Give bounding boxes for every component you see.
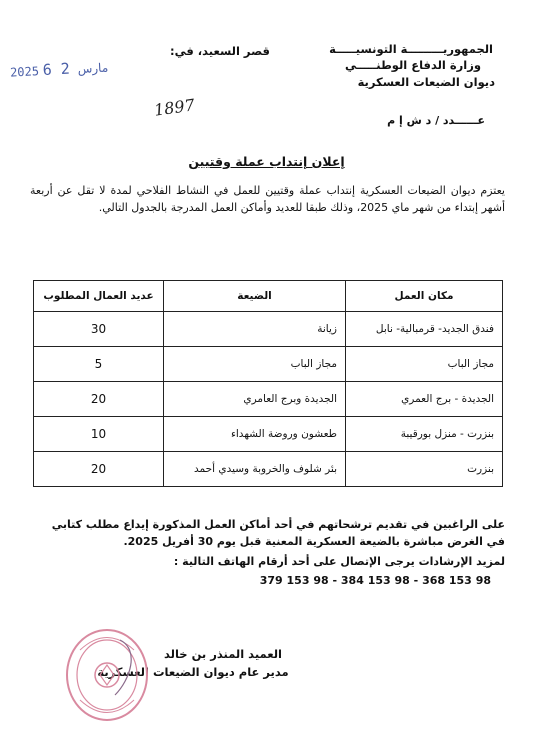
cell-worker-count: 10 [34, 417, 164, 452]
place-date-label: قصر السعيد، في: [170, 44, 270, 58]
table-row [34, 417, 503, 452]
cell-worker-count: 20 [34, 382, 164, 417]
positions-table [33, 280, 503, 487]
cell-worker-count: 5 [34, 347, 164, 382]
cell-farm: بئر شلوف والخروبة وسيدي أحمد [164, 452, 346, 487]
cell-work-place: فندق الجديد- قرمبالية- نابل [346, 312, 503, 347]
table-header-row [34, 281, 503, 312]
intro-paragraph: يعتزم ديوان الضيعات العسكرية إنتداب عملة وقتيين للعمل في النشاط الفلاحي لمدة لا تقل عن أربعة أشهر إبتداء من شهر ماي 2025، وذلك طبقا للعديد وأماكن العمل المدرجة بالجدول التالي. [30, 184, 505, 214]
signatory-name: العميد المنذر بن خالد [164, 647, 282, 661]
cell-work-place: بنزرت [346, 452, 503, 487]
page-title: إعلان إنتداب عملة وقتيين [188, 154, 345, 169]
cell-worker-count: 30 [34, 312, 164, 347]
date-stamp-day: 2 6 [42, 59, 71, 79]
cell-work-place: الجديدة - برج العمري [346, 382, 503, 417]
date-stamp-month: مارس [77, 60, 109, 77]
reference-number: 1897 [152, 95, 196, 120]
header-worker-count: عديد العمال المطلوب [34, 281, 164, 312]
table-row [34, 382, 503, 417]
table-row [34, 452, 503, 487]
table-row [34, 312, 503, 347]
header-ministry: وزارة الدفاع الوطنـــــي [344, 58, 481, 72]
cell-farm: مجاز الباب [164, 347, 346, 382]
cell-work-place: مجاز الباب [346, 347, 503, 382]
cell-farm: الجديدة وبرج العامري [164, 382, 346, 417]
official-seal-icon [60, 620, 155, 730]
table-row [34, 347, 503, 382]
header-farm: الضيعة [164, 281, 346, 312]
application-note: على الراغبين في تقديم ترشحاتهم في أحد أماكن العمل المذكورة إيداع مطلب كتابي في الغرض مباشرة بالضيعة العسكرية المعنية قبل يوم 30 أفريل 2025. [51, 518, 505, 548]
phone-numbers [16, 572, 505, 589]
signatory-role: مدير عام ديوان الضيعات العسكرية [97, 665, 289, 679]
reference-label: عــــــدد / د ش إ م [387, 114, 485, 127]
header-office: ديوان الضيعات العسكرية [357, 75, 495, 89]
date-stamp [10, 57, 113, 80]
cell-farm: طعشون وروضة الشهداء [164, 417, 346, 452]
cell-worker-count: 20 [34, 452, 164, 487]
cell-farm: زيانة [164, 312, 346, 347]
contact-note: لمزيد الإرشادات يرجى الإتصال على أحد أرقام الهاتف التالية : [173, 555, 505, 568]
phone-numbers-line: 98 153 368 - 98 153 384 - 98 153 379 [259, 574, 491, 587]
cell-work-place: بنزرت - منزل بورقيبة [346, 417, 503, 452]
header-work-place: مكان العمل [346, 281, 503, 312]
date-stamp-year: 2025 [9, 64, 40, 80]
header-republic: الجمهوريـــــــــة التونسيـــــة [329, 42, 493, 56]
